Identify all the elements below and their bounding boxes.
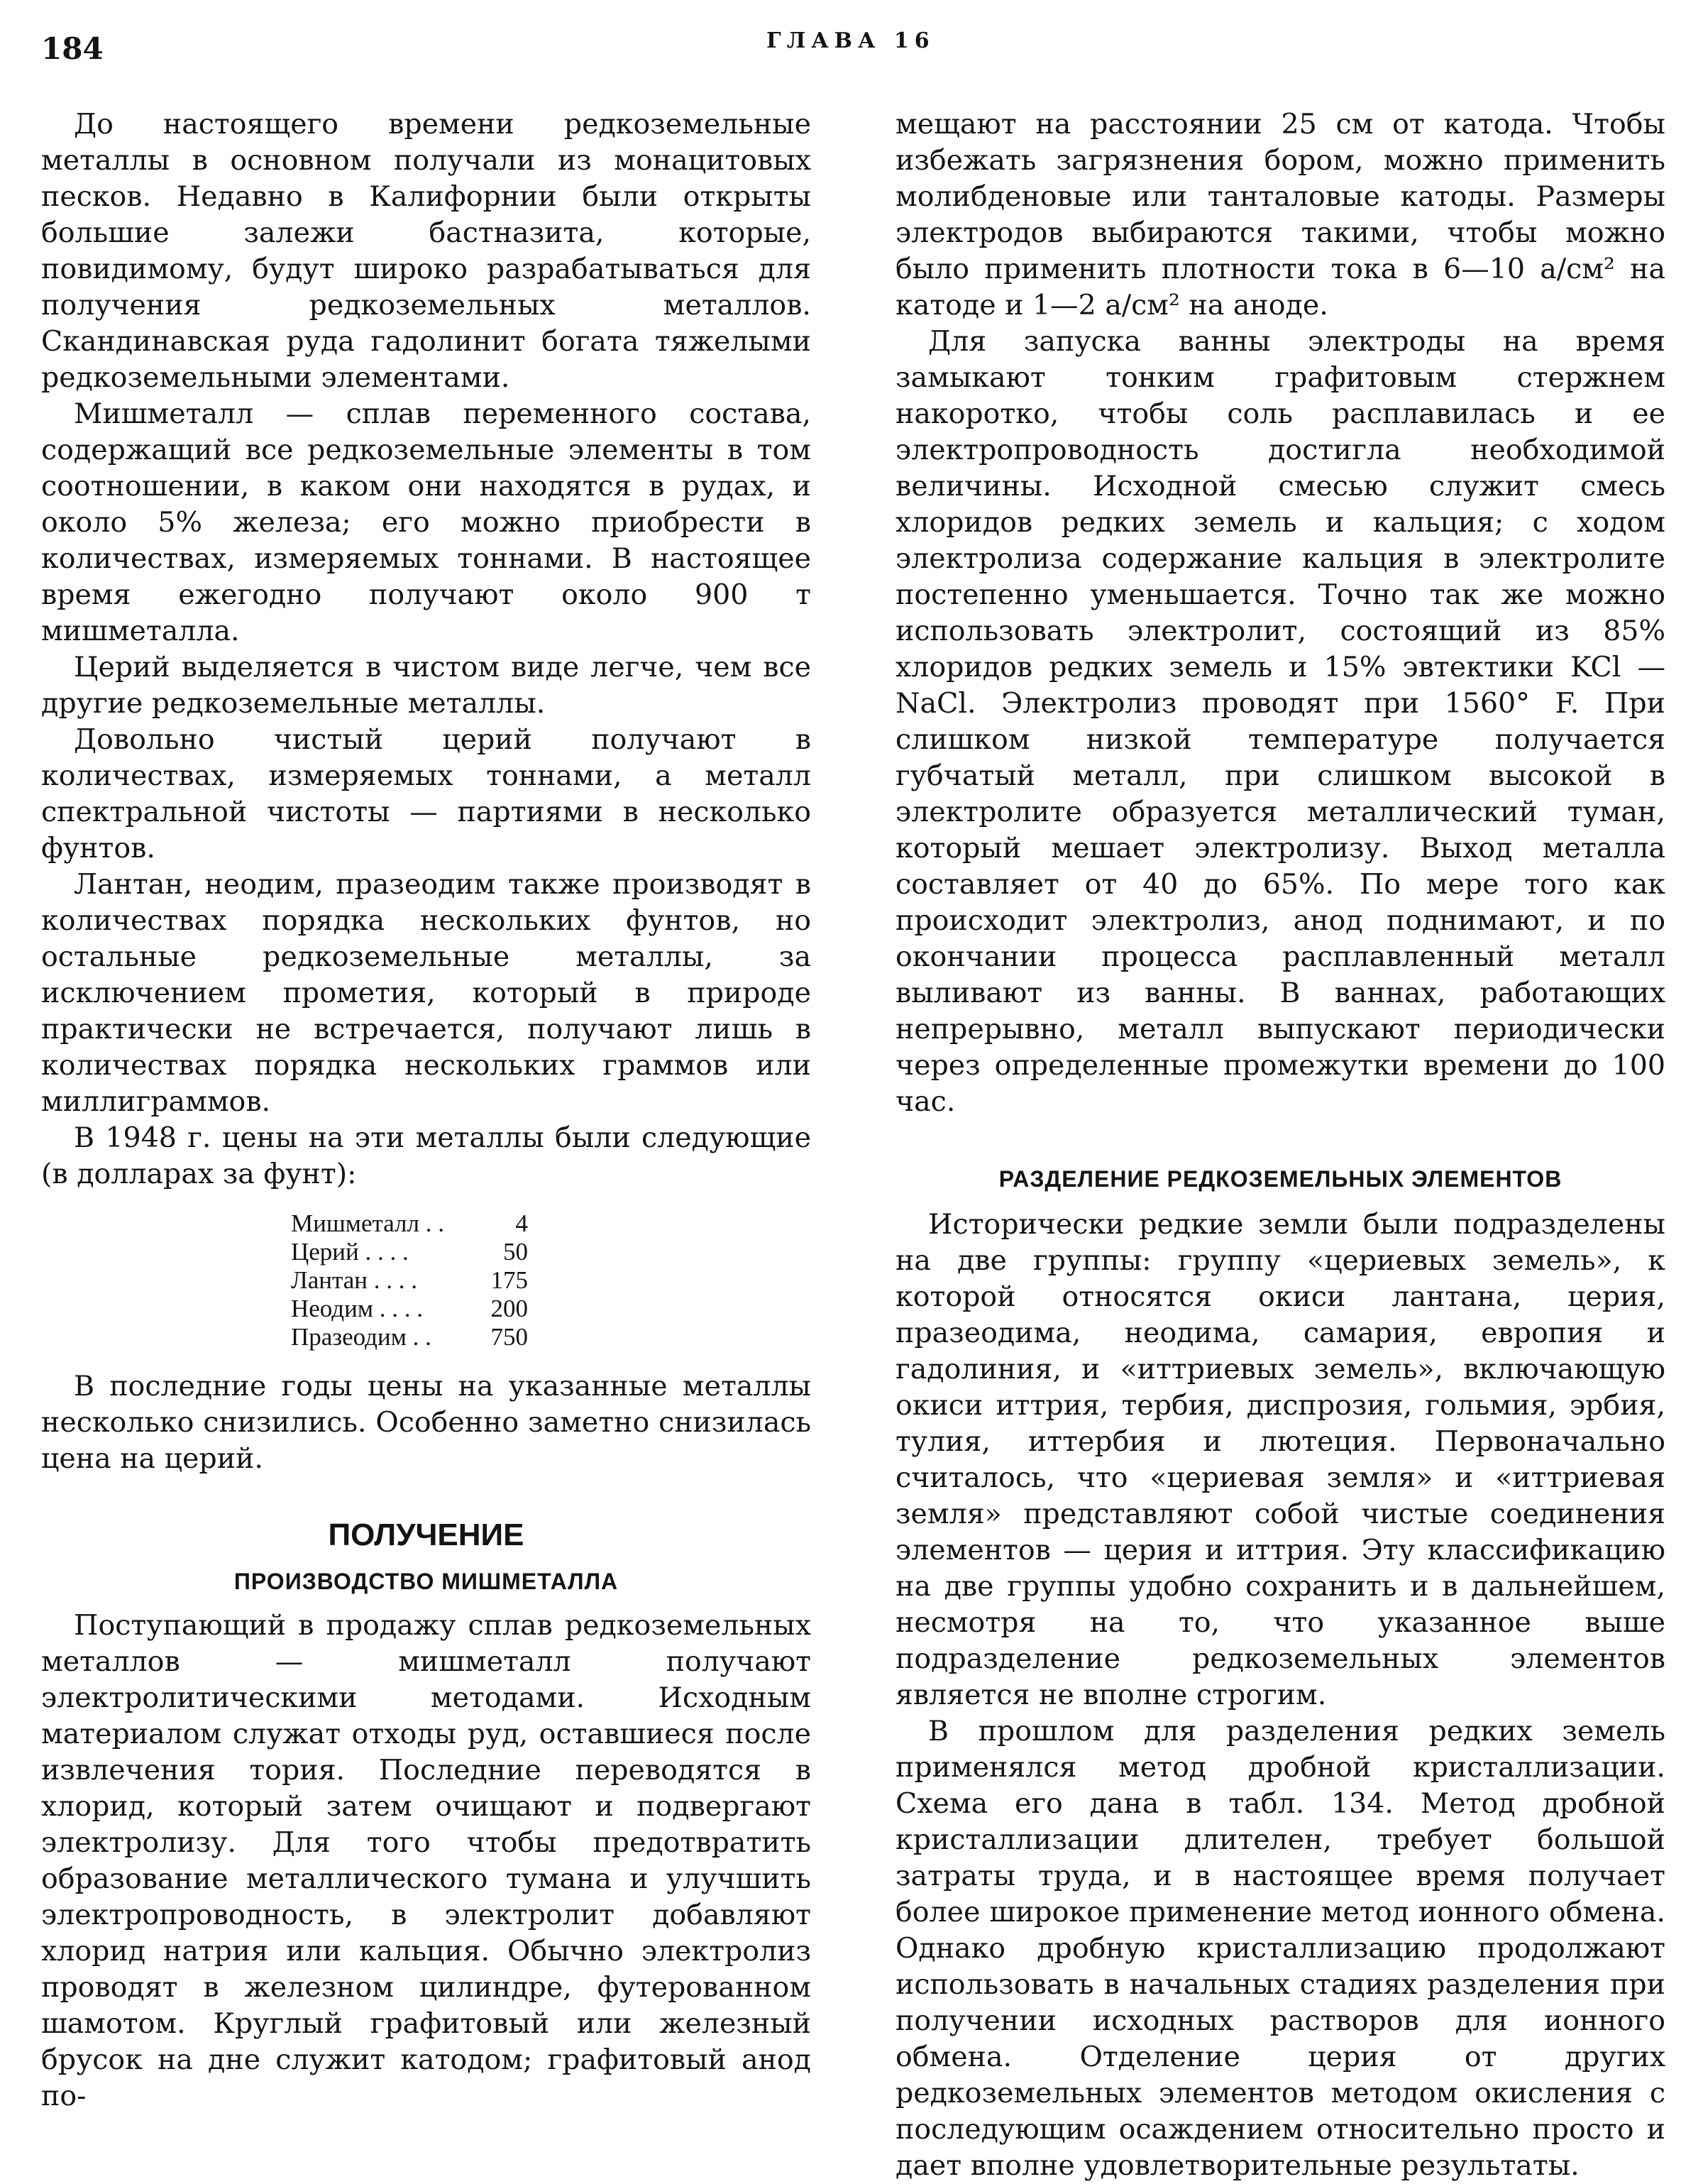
paragraph: В прошлом для разделения редких земель применялся метод дробной кристаллизации. Схема его дана в табл. 134. Метод дробной кристаллизации длителен, требует большой затраты труда, и в настоящее время получает более широкое применение метод ионного обмена. Однако дробную кристаллизацию продолжают использовать в начальных стадиях разделения при получении исходных растворов для ионного обмена. Отделение церия от других редкоземельных элементов методом окисления с последующим осаждением относительно просто и дает вполне удовлетворительные результаты. xyxy=(895,1715,1665,2182)
page-number: 184 xyxy=(41,31,104,66)
price-name: Неодим . . . . xyxy=(291,1295,423,1322)
right-column xyxy=(895,106,1665,2184)
running-head: ГЛАВА 16 xyxy=(766,28,935,53)
table-row xyxy=(291,1266,528,1295)
paragraph: Поступающий в продажу сплав редкоземельных металлов — мишметалл получают электролитическими методами. Исходным материалом служат отходы руд, оставшиеся после извлечения тория. Последние переводятся в хлорид, который затем очищают и подвергают электролизу. Для того чтобы предотвратить образование металлического тумана и улучшить электропроводность, в электролит добавляют хлорид натрия или кальция. Обычно электролиз проводят в железном цилиндре, футерованном шамотом. Круглый графитовый или железный брусок на дне служит катодом; графитовый анод по- xyxy=(41,1609,811,2112)
paragraph: Для запуска ванны электроды на время замыкают тонким графитовым стержнем накоротко, чтобы соль расплавилась и ее электропроводность достигла необходимой величины. Исходной смесью служит смесь хлоридов редких земель и кальция; с ходом электролиза содержание кальция в электролите постепенно уменьшается. Точно так же можно использовать электролит, состоящий из 85% хлоридов редких земель и 15% эвтектики KCl — NaCl. Электролиз проводят при 1560° F. При слишком низкой температуре получается губчатый металл, при слишком высокой в электролите образуется металлический туман, который мешает электролизу. Выход металла составляет от 40 до 65%. По мере того как происходит электролиз, анод поднимают, и по окончании процесса расплавленный металл выливают из ванны. В ваннах, работающих непрерывно, металл выпускают периодически через определенные промежутки времени до 100 час. xyxy=(895,325,1665,1118)
paragraph: мещают на расстоянии 25 см от катода. Чтобы избежать загрязнения бором, можно применить молибденовые или танталовые катоды. Размеры электродов выбираются такими, чтобы можно было применить плотности тока в 6—10 а/см² на катоде и 1—2 а/см² на аноде. xyxy=(895,108,1665,322)
subsection-title: РАЗДЕЛЕНИЕ РЕДКОЗЕМЕЛЬНЫХ ЭЛЕМЕНТОВ xyxy=(998,1166,1563,1192)
paragraph: Довольно чистый церий получают в количествах, измеряемых тоннами, а металл спектральной чистоты — партиями в несколько фунтов. xyxy=(41,723,811,865)
price-name: Лантан . . . . xyxy=(291,1266,417,1294)
table-row xyxy=(291,1323,528,1351)
paragraph: Церий выделяется в чистом виде легче, чем все другие редкоземельные металлы. xyxy=(41,651,811,720)
paragraph: В 1948 г. цены на эти металлы были следующие (в долларах за фунт): xyxy=(41,1121,811,1190)
section-title: ПОЛУЧЕНИЕ xyxy=(328,1518,524,1552)
table-row xyxy=(291,1295,528,1323)
price-value: 50 xyxy=(503,1238,528,1266)
price-name: Церий . . . . xyxy=(291,1238,409,1266)
paragraph: Мишметалл — сплав переменного состава, содержащий все редкоземельные элементы в том соотношении, в каком они находятся в рудах, и около 5% железа; его можно приобрести в количествах, измеряемых тоннами. В настоящее время ежегодно получают около 900 т мишметалла. xyxy=(41,397,811,647)
table-row xyxy=(291,1238,528,1266)
paragraph: До настоящего времени редкоземельные металлы в основном получали из монацитовых песков. Недавно в Калифорнии были открыты большие залежи бастназита, которые, повидимому, будут широко разрабатываться для получения редкоземельных металлов. Скандинавская руда гадолинит богата тяжелыми редкоземельными элементами. xyxy=(41,108,811,394)
price-value: 175 xyxy=(490,1266,528,1294)
price-value: 4 xyxy=(515,1209,528,1237)
price-value: 750 xyxy=(490,1323,528,1351)
price-table xyxy=(291,1209,528,1351)
table-row xyxy=(291,1209,528,1238)
left-column xyxy=(41,106,811,2114)
paragraph: Лантан, неодим, празеодим также производят в количествах порядка нескольких фунтов, но остальные редкоземельные металлы, за исключением прометия, который в природе практически не встречается, получают лишь в количествах порядка нескольких граммов или миллиграммов. xyxy=(41,868,811,1118)
paragraph: В последние годы цены на указанные металлы несколько снизились. Особенно заметно снизилась цена на церий. xyxy=(41,1370,811,1475)
price-value: 200 xyxy=(490,1295,528,1322)
subsection-title: ПРОИЗВОДСТВО МИШМЕТАЛЛА xyxy=(233,1569,619,1594)
paragraph: Исторически редкие земли были подразделены на две группы: группу «цериевых земель», к которой относятся окиси лантана, церия, празеодима, неодима, самария, европия и гадолиния, и «иттриевых земель», включающую окиси иттрия, тербия, диспрозия, гольмия, эрбия, тулия, иттербия и лютеция. Первоначально считалось, что «цериевая земля» и «иттриевая земля» представляют собой чистые соединения элементов — церия и иттрия. Эту классификацию на две группы удобно сохранить и в дальнейшем, несмотря на то, что указанное выше подразделение редкоземельных элементов является не вполне строгим. xyxy=(895,1208,1665,1711)
price-name: Празеодим . . xyxy=(291,1323,431,1351)
price-name: Мишметалл . . xyxy=(291,1209,444,1237)
